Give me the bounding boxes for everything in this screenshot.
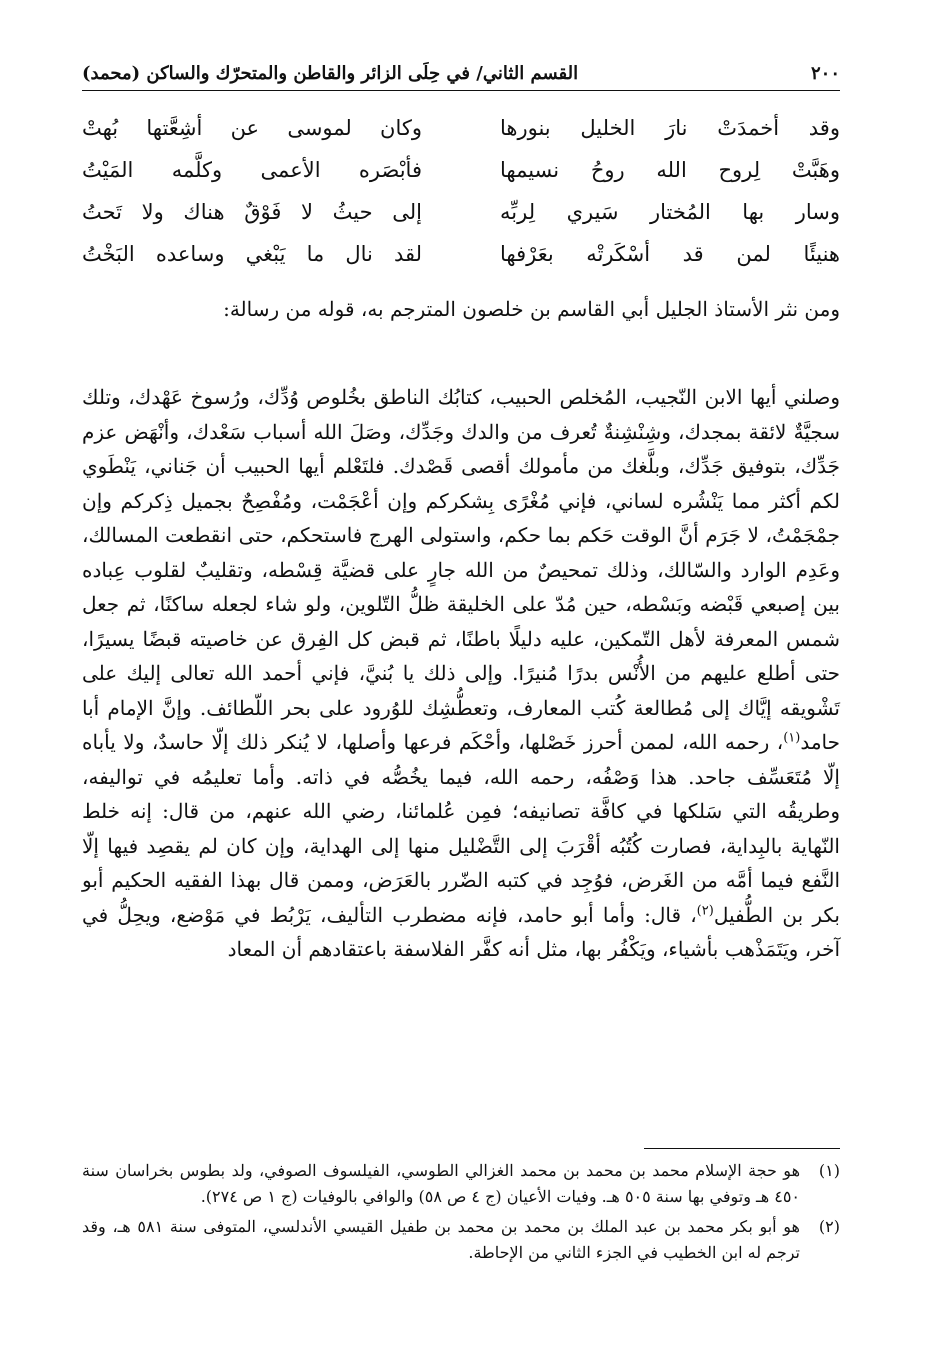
verse-second-hemistich: وكان لموسى عن أشِعَّتها بُهتْ <box>82 116 422 141</box>
footnote-number: (١) <box>818 1161 840 1180</box>
footnotes <box>82 1158 840 1270</box>
verse-second-hemistich: فأبْصَره الأعمى وكلَّمه المَيْتُ <box>82 158 422 183</box>
footnote-divider <box>644 1148 840 1149</box>
footnote-item <box>82 1214 840 1266</box>
verse <box>82 192 840 234</box>
verse-second-hemistich: لقد نال ما يَبْغي وساعده البَخْتُ <box>82 242 422 267</box>
verse-first-hemistich: وقد أخمدَتْ نارَ الخليل بنورها <box>500 116 840 141</box>
letter-text-part-1: وصلني أيها الابن النّجيب، المُخلص الحبيب، كتابُك الناطق بخُلوص وُدِّك، ورُسوخ عَهْدك، وتلك سجيَّةٌ لائقة بمجدك، وشِنْشِنةٌ تُعرف من والدك وجَدِّك، وصَلَ الله أسباب سَعْدك، وأنْهَض عزم جَدِّك، بتوفيق جَدِّك، وبلَّغك من مأمولك أقصى قَصْدك. فلتَعْلم أيها الحبيب أن جَناني، يَنْطَوي لكم أكثر مما يَنْشُره لساني، فإني مُغْرًى بِشكركم وإن أعْجَمْت، ومُفْصِحٌ بجميل ذِكركم وإن جمْجَمْتُ، لا جَرَم أنَّ الوقت حَكم بما حكم، واستولى الهرج فاستحكم، حتى انقطعت المسالك، وعَدِم الوارد والسّالك، وذلك تمحيصٌ من الله جارٍ على قضيَّة قِسْطه، وتقليبٌ لقلوب عِباده بين إصبعي قَبْضه وبَسْطه، حين مُدّ على الخليقة ظلُّ التّلوين، ولو شاء لجعله ساكنًا، ثم جعل شمس المعرفة لأهل التّمكين، عليه دليلًا باطنًا، ثم قبض كل الفِرق عن خاصيته قبضًا يسيرًا، حتى أطلع عليهم من الأُنْس بدرًا مُنيرًا. وإلى ذلك يا بُنيَّ، فإني أحمد الله تعالى إليك على تَشْويقه إيَّاك إلى مُطالعة كُتب المعارف، وتعطُّشِك للوُرود على بحر اللّطائف. وإنَّ الإمام أبا حامد <box>82 385 840 754</box>
prose-intro: ومن نثر الأستاذ الجليل أبي القاسم بن خلصون المترجم به، قوله من رسالة: <box>223 297 840 321</box>
letter-text-part-3: ، قال: وأما أبو حامد، فإنه مضطرب التأليف، يَرْبُط في مَوْضع، ويحِلُّ في آخر، ويَتَمَذْهب بأشياء، ويَكْفُر بها، مثل أنه كفَّر الفلاسفة باعتقادهم أن المعاد <box>82 902 840 961</box>
letter-text-part-2: ، رحمه الله، لممن أحرز خَصْلها، وأحْكَم فرعها وأصلها، لا يُنكر ذلك إلّا حاسدٌ، ولا يأباه إلّا مُتَعَسِّف جاحد. هذا وَصْفُه، رحمه الله، فيما يخُصُّه في ذاته. وأما تعليمُه في تواليفه، وطريقُه التي سَلكها في كافَّة تصانيفه؛ فمِن عُلمائنا، رضي الله عنهم، من قال: إنه خلط النّهاية بالبِداية، فصارت كُتُبُه أقْرَبَ إلى التَّضْليل منها إلى الهداية، وإن كان لم يقصِد فيها إلّا النَّفع فيما أمَّه من الغَرض، فوُجِد في كتبه الضّرر بالعَرَض، وممن قال بهذا الفقيه الحكيم أبو بكر بن الطُّفيل <box>82 730 841 927</box>
footnote-number: (٢) <box>818 1217 840 1236</box>
verse-second-hemistich: إلى حيثُ لا فَوْقٌ هناك ولا تَحتُ <box>82 200 422 225</box>
verse-first-hemistich: وسار بها المُختار سَيري لِربِّه <box>500 200 840 225</box>
verse-first-hemistich: هنيئًا لمن قد أسْكَرتْه بعَرْفها <box>500 242 840 267</box>
running-title: القسم الثاني/ في حِلَى الزائر والقاطن والمتحرّك والساكن (محمد) <box>82 63 579 84</box>
page-number: ٢٠٠ <box>810 63 840 84</box>
verse-first-hemistich: وهَبَّتْ لِروح الله روحُ نسيمها <box>500 158 840 183</box>
page-header <box>82 56 840 91</box>
letter-text <box>82 380 840 967</box>
verse <box>82 234 840 276</box>
footnote-text: هو حجة الإسلام محمد بن محمد بن محمد الغزالي الطوسي، الفيلسوف الصوفي، ولد بطوس بخراسان سنة ٤٥٠ هـ وتوفي بها سنة ٥٠٥ هـ. وفيات الأعيان (ج ٤ ص ٥٨) والوافي بالوفيات (ج ١ ص ٢٧٤). <box>82 1161 800 1206</box>
verse <box>82 150 840 192</box>
footnote-marker-1[interactable]: (١) <box>783 730 801 746</box>
verse <box>82 108 840 150</box>
footnote-marker-2[interactable]: (٢) <box>696 902 714 918</box>
footnote-text: هو أبو بكر محمد بن عبد الملك بن محمد بن محمد بن طفيل القيسي الأندلسي، المتوفى سنة ٥٨١ هـ، وقد ترجم له ابن الخطيب في الجزء الثاني من الإحاطة. <box>82 1217 800 1262</box>
footnote-item <box>82 1158 840 1210</box>
poem <box>82 108 840 276</box>
